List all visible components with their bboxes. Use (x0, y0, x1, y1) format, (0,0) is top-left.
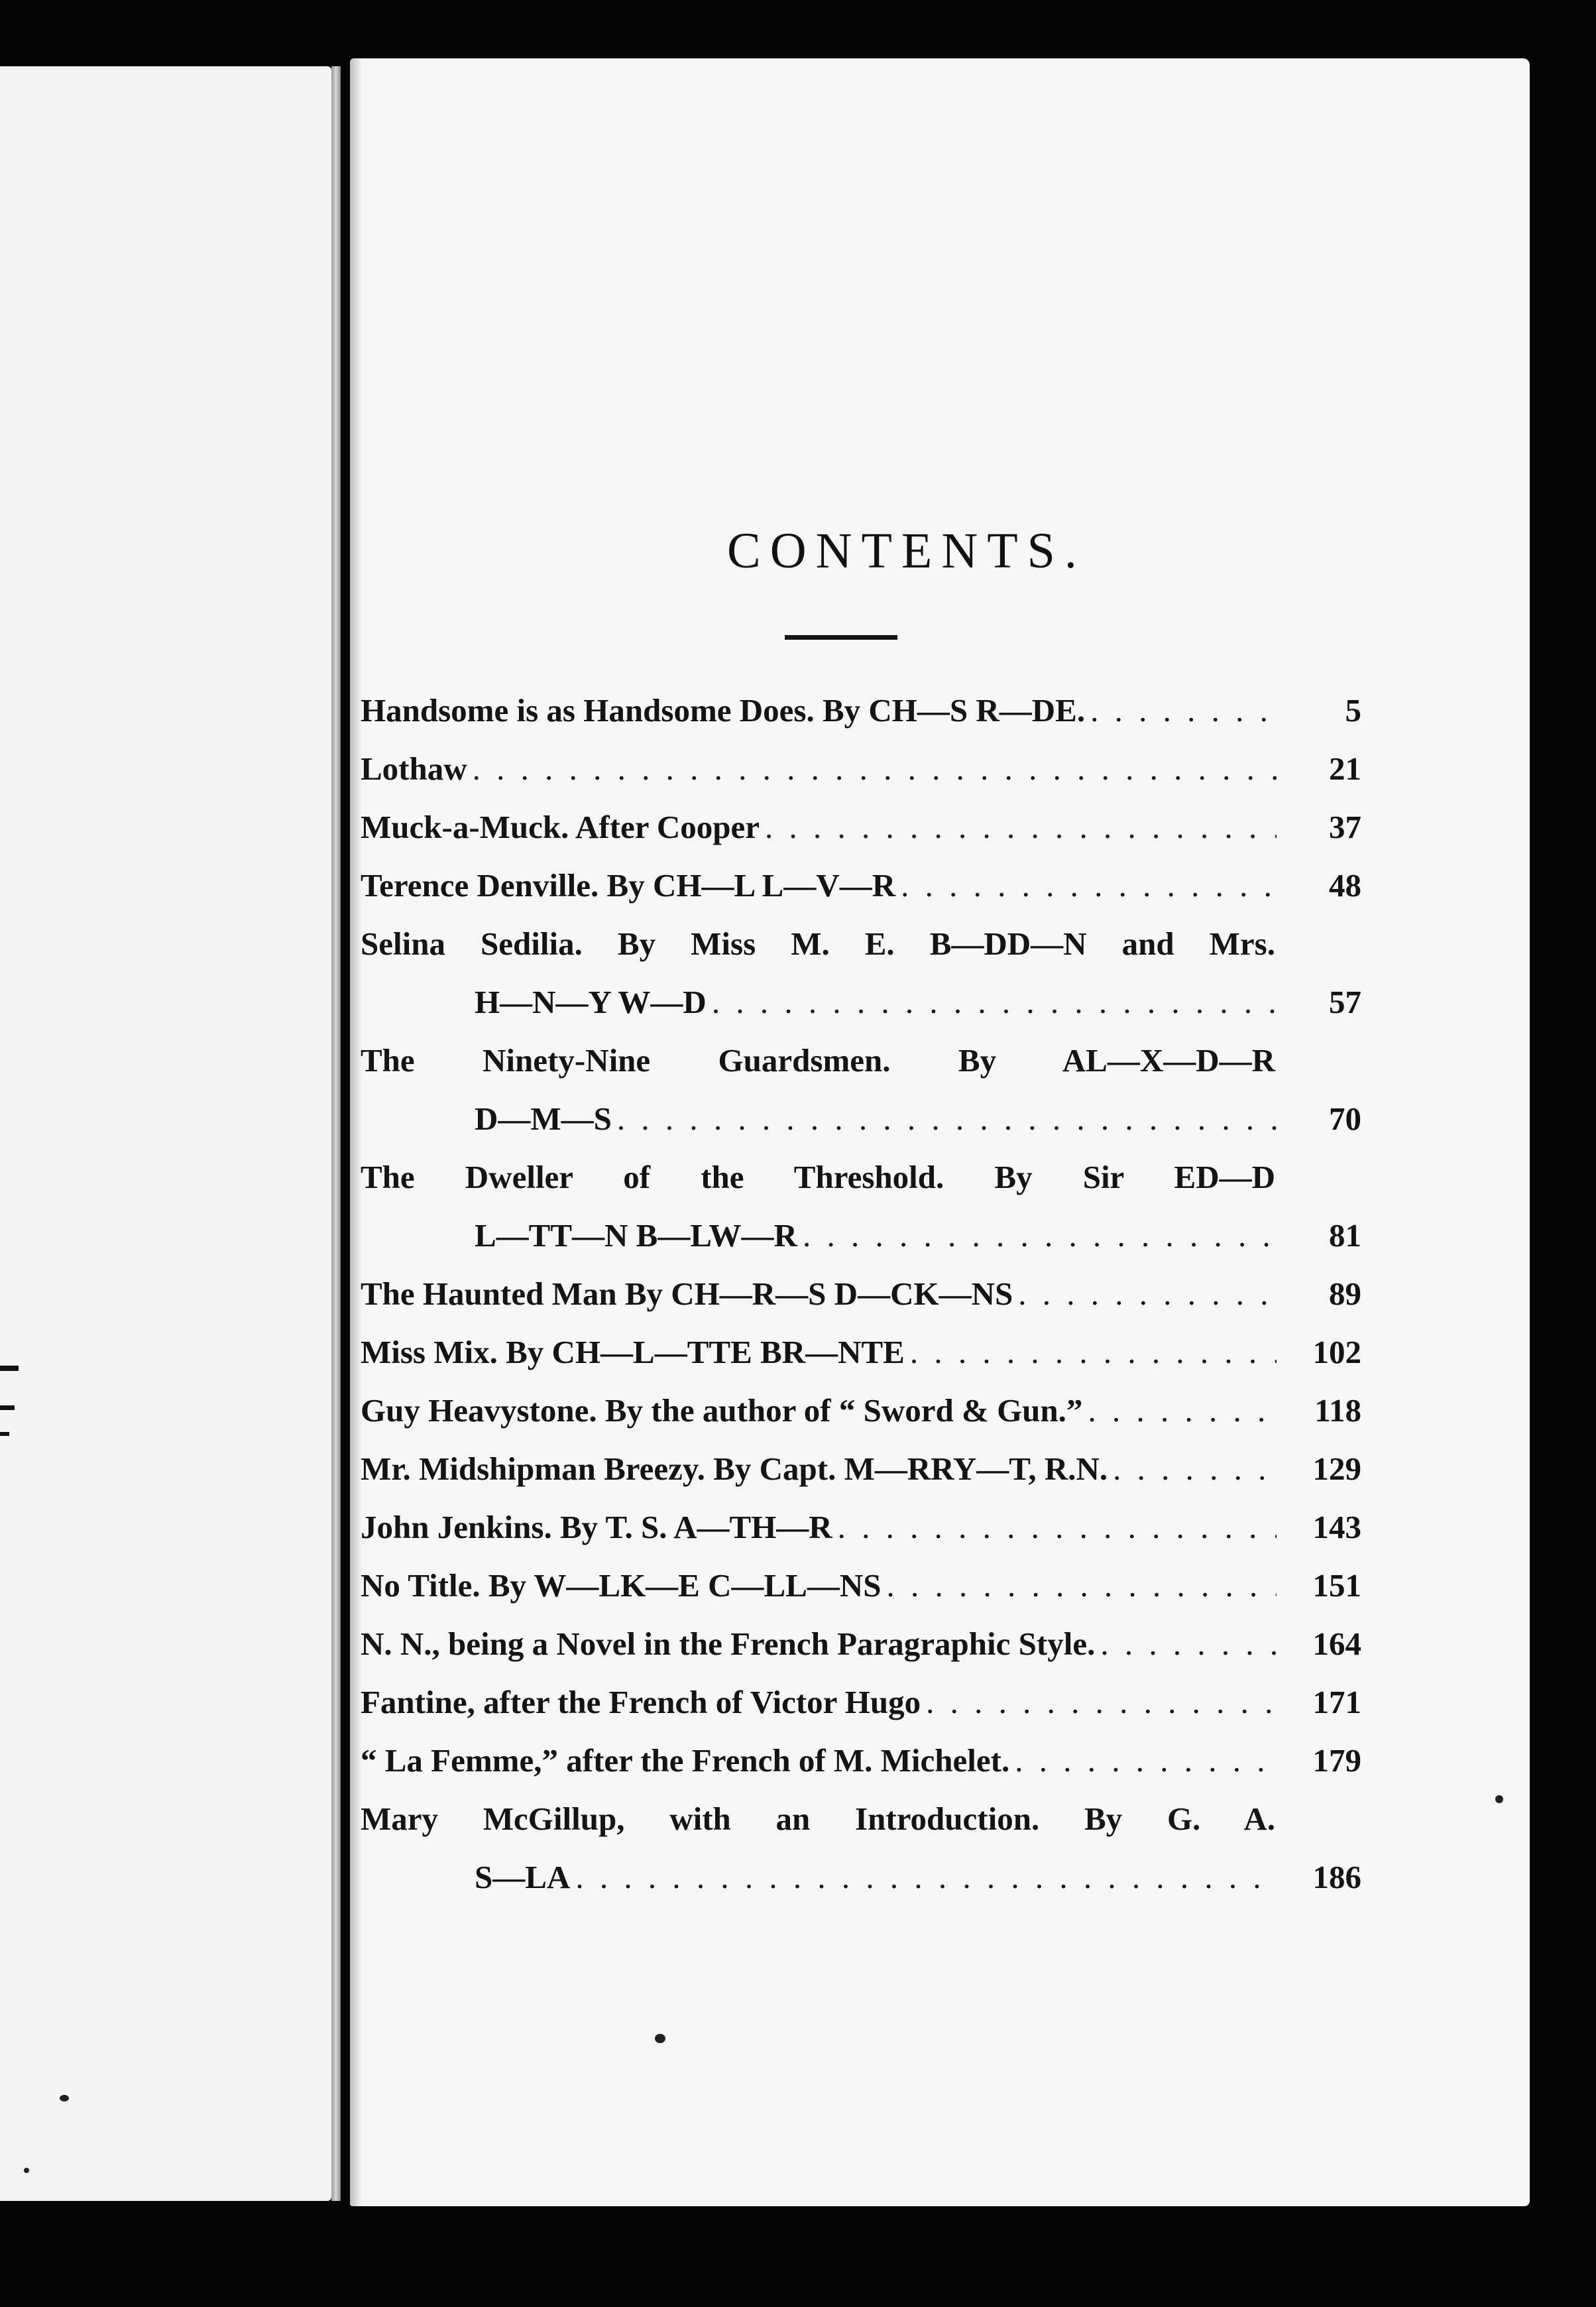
ink-speck (60, 2095, 69, 2101)
toc-entry-title: The Ninety-Nine Guardsmen. By AL—X—D—R (361, 1042, 1275, 1079)
toc-entry-title: D—M—S (475, 1100, 612, 1137)
toc-entry-line (361, 1382, 1361, 1440)
toc-entry (361, 1498, 1361, 1557)
dot-leader (712, 973, 1277, 1032)
dot-leader (926, 1673, 1277, 1732)
toc-page-number: 118 (1314, 1392, 1361, 1429)
toc-entry-line (361, 1207, 1361, 1265)
toc-entry-title: Muck-a-Muck. After Cooper (361, 809, 760, 845)
toc-entry-line (361, 1732, 1361, 1790)
toc-entry-line (361, 681, 1361, 740)
dot-leader (803, 1207, 1277, 1265)
toc-entry-line (361, 1148, 1361, 1207)
toc-page-number: 81 (1329, 1217, 1361, 1254)
toc-entry (361, 1440, 1361, 1498)
table-of-contents (361, 681, 1361, 1907)
toc-entry-title: Miss Mix. By CH—L—TTE BR—NTE (361, 1334, 905, 1370)
dot-leader (1018, 1265, 1277, 1323)
toc-entry-title: Mary McGillup, with an Introduction. By G. A. (361, 1801, 1275, 1837)
toc-entry (361, 681, 1361, 740)
toc-entry-line (361, 1673, 1361, 1732)
toc-entry (361, 1148, 1361, 1265)
toc-page-number: 89 (1329, 1275, 1361, 1312)
toc-entry-line (361, 1848, 1361, 1907)
toc-page-number: 143 (1312, 1509, 1361, 1545)
toc-entry-title: N. N., being a Novel in the French Paragraphic Style. (361, 1626, 1096, 1662)
toc-entry-line (361, 857, 1361, 915)
dot-leader (901, 857, 1277, 915)
toc-entry (361, 1265, 1361, 1323)
bleed-through-mark (0, 1366, 19, 1371)
bleed-through-mark (0, 1405, 15, 1410)
toc-page-number: 48 (1329, 867, 1361, 904)
toc-entry-title: Selina Sedilia. By Miss M. E. B—DD—N and Mrs. (361, 925, 1275, 962)
toc-entry (361, 1615, 1361, 1673)
toc-entry-title: H—N—Y W—D (475, 984, 707, 1020)
left-page-edge (0, 66, 331, 2201)
toc-entry-line (361, 1323, 1361, 1382)
toc-page-number: 179 (1312, 1742, 1361, 1779)
toc-entry-line (361, 1790, 1361, 1848)
toc-entry-title: Mr. Midshipman Breezy. By Capt. M—RRY—T, R.N. (361, 1450, 1108, 1487)
toc-entry-title: Terence Denville. By CH—L L—V—R (361, 867, 896, 904)
toc-entry-title: No Title. By W—LK—E C—LL—NS (361, 1567, 882, 1604)
toc-entry (361, 1032, 1361, 1148)
toc-entry-line (361, 1557, 1361, 1615)
toc-entry-title: S—LA (475, 1859, 571, 1895)
toc-entry-line (361, 740, 1361, 798)
dot-leader (473, 740, 1277, 798)
dot-leader (1113, 1440, 1277, 1498)
toc-entry-line (361, 1090, 1361, 1148)
toc-entry (361, 1790, 1361, 1907)
toc-entry-line (361, 973, 1361, 1032)
toc-page-number: 5 (1345, 692, 1361, 729)
toc-entry-title: The Haunted Man By CH—R—S D—CK—NS (361, 1275, 1013, 1312)
toc-entry-line (361, 1498, 1361, 1557)
toc-page-number: 186 (1312, 1859, 1361, 1895)
toc-page-number: 21 (1329, 750, 1361, 787)
toc-entry-title: Handsome is as Handsome Does. By CH—S R—DE. (361, 692, 1086, 729)
contents-page (350, 58, 1530, 2206)
toc-page-number: 57 (1329, 984, 1361, 1020)
toc-entry-title: “ La Femme,” after the French of M. Michelet. (361, 1742, 1010, 1779)
toc-page-number: 102 (1312, 1334, 1361, 1370)
dot-leader (1015, 1732, 1277, 1790)
toc-page-number: 151 (1312, 1567, 1361, 1604)
toc-page-number: 164 (1312, 1626, 1361, 1662)
dot-leader (575, 1848, 1277, 1907)
ink-speck (1495, 1795, 1503, 1803)
dot-leader (838, 1498, 1277, 1557)
toc-entry (361, 1382, 1361, 1440)
toc-entry-title: John Jenkins. By T. S. A—TH—R (361, 1509, 832, 1545)
toc-entry-title: L—TT—N B—LW—R (475, 1217, 797, 1254)
contents-heading: CONTENTS. (727, 523, 1086, 579)
toc-entry-line (361, 1032, 1361, 1090)
dot-leader (1088, 1382, 1277, 1440)
dot-leader (1100, 1615, 1277, 1673)
toc-entry-title: The Dweller of the Threshold. By Sir ED—D (361, 1159, 1275, 1195)
toc-entry-line (361, 1440, 1361, 1498)
toc-entry (361, 798, 1361, 857)
toc-entry-line (361, 1265, 1361, 1323)
dot-leader (765, 798, 1277, 857)
toc-entry (361, 857, 1361, 915)
heading-rule (785, 635, 897, 640)
toc-entry (361, 1557, 1361, 1615)
toc-page-number: 171 (1312, 1684, 1361, 1720)
toc-entry (361, 915, 1361, 1032)
page-gutter (331, 66, 341, 2201)
toc-entry-line (361, 798, 1361, 857)
dot-leader (887, 1557, 1277, 1615)
bleed-through-mark (0, 1432, 9, 1436)
toc-entry (361, 1673, 1361, 1732)
toc-entry (361, 740, 1361, 798)
toc-entry-line (361, 915, 1361, 973)
toc-page-number: 129 (1312, 1450, 1361, 1487)
toc-page-number: 70 (1329, 1100, 1361, 1137)
dot-leader (1090, 681, 1277, 740)
toc-entry-title: Lothaw (361, 750, 467, 787)
toc-page-number: 37 (1329, 809, 1361, 845)
toc-entry (361, 1323, 1361, 1382)
toc-entry (361, 1732, 1361, 1790)
toc-entry-line (361, 1615, 1361, 1673)
toc-entry-title: Fantine, after the French of Victor Hugo (361, 1684, 921, 1720)
dot-leader (617, 1090, 1277, 1148)
ink-speck (24, 2168, 29, 2173)
ink-speck (655, 2034, 665, 2043)
dot-leader (910, 1323, 1277, 1382)
toc-entry-title: Guy Heavystone. By the author of “ Sword & Gun.” (361, 1392, 1083, 1429)
